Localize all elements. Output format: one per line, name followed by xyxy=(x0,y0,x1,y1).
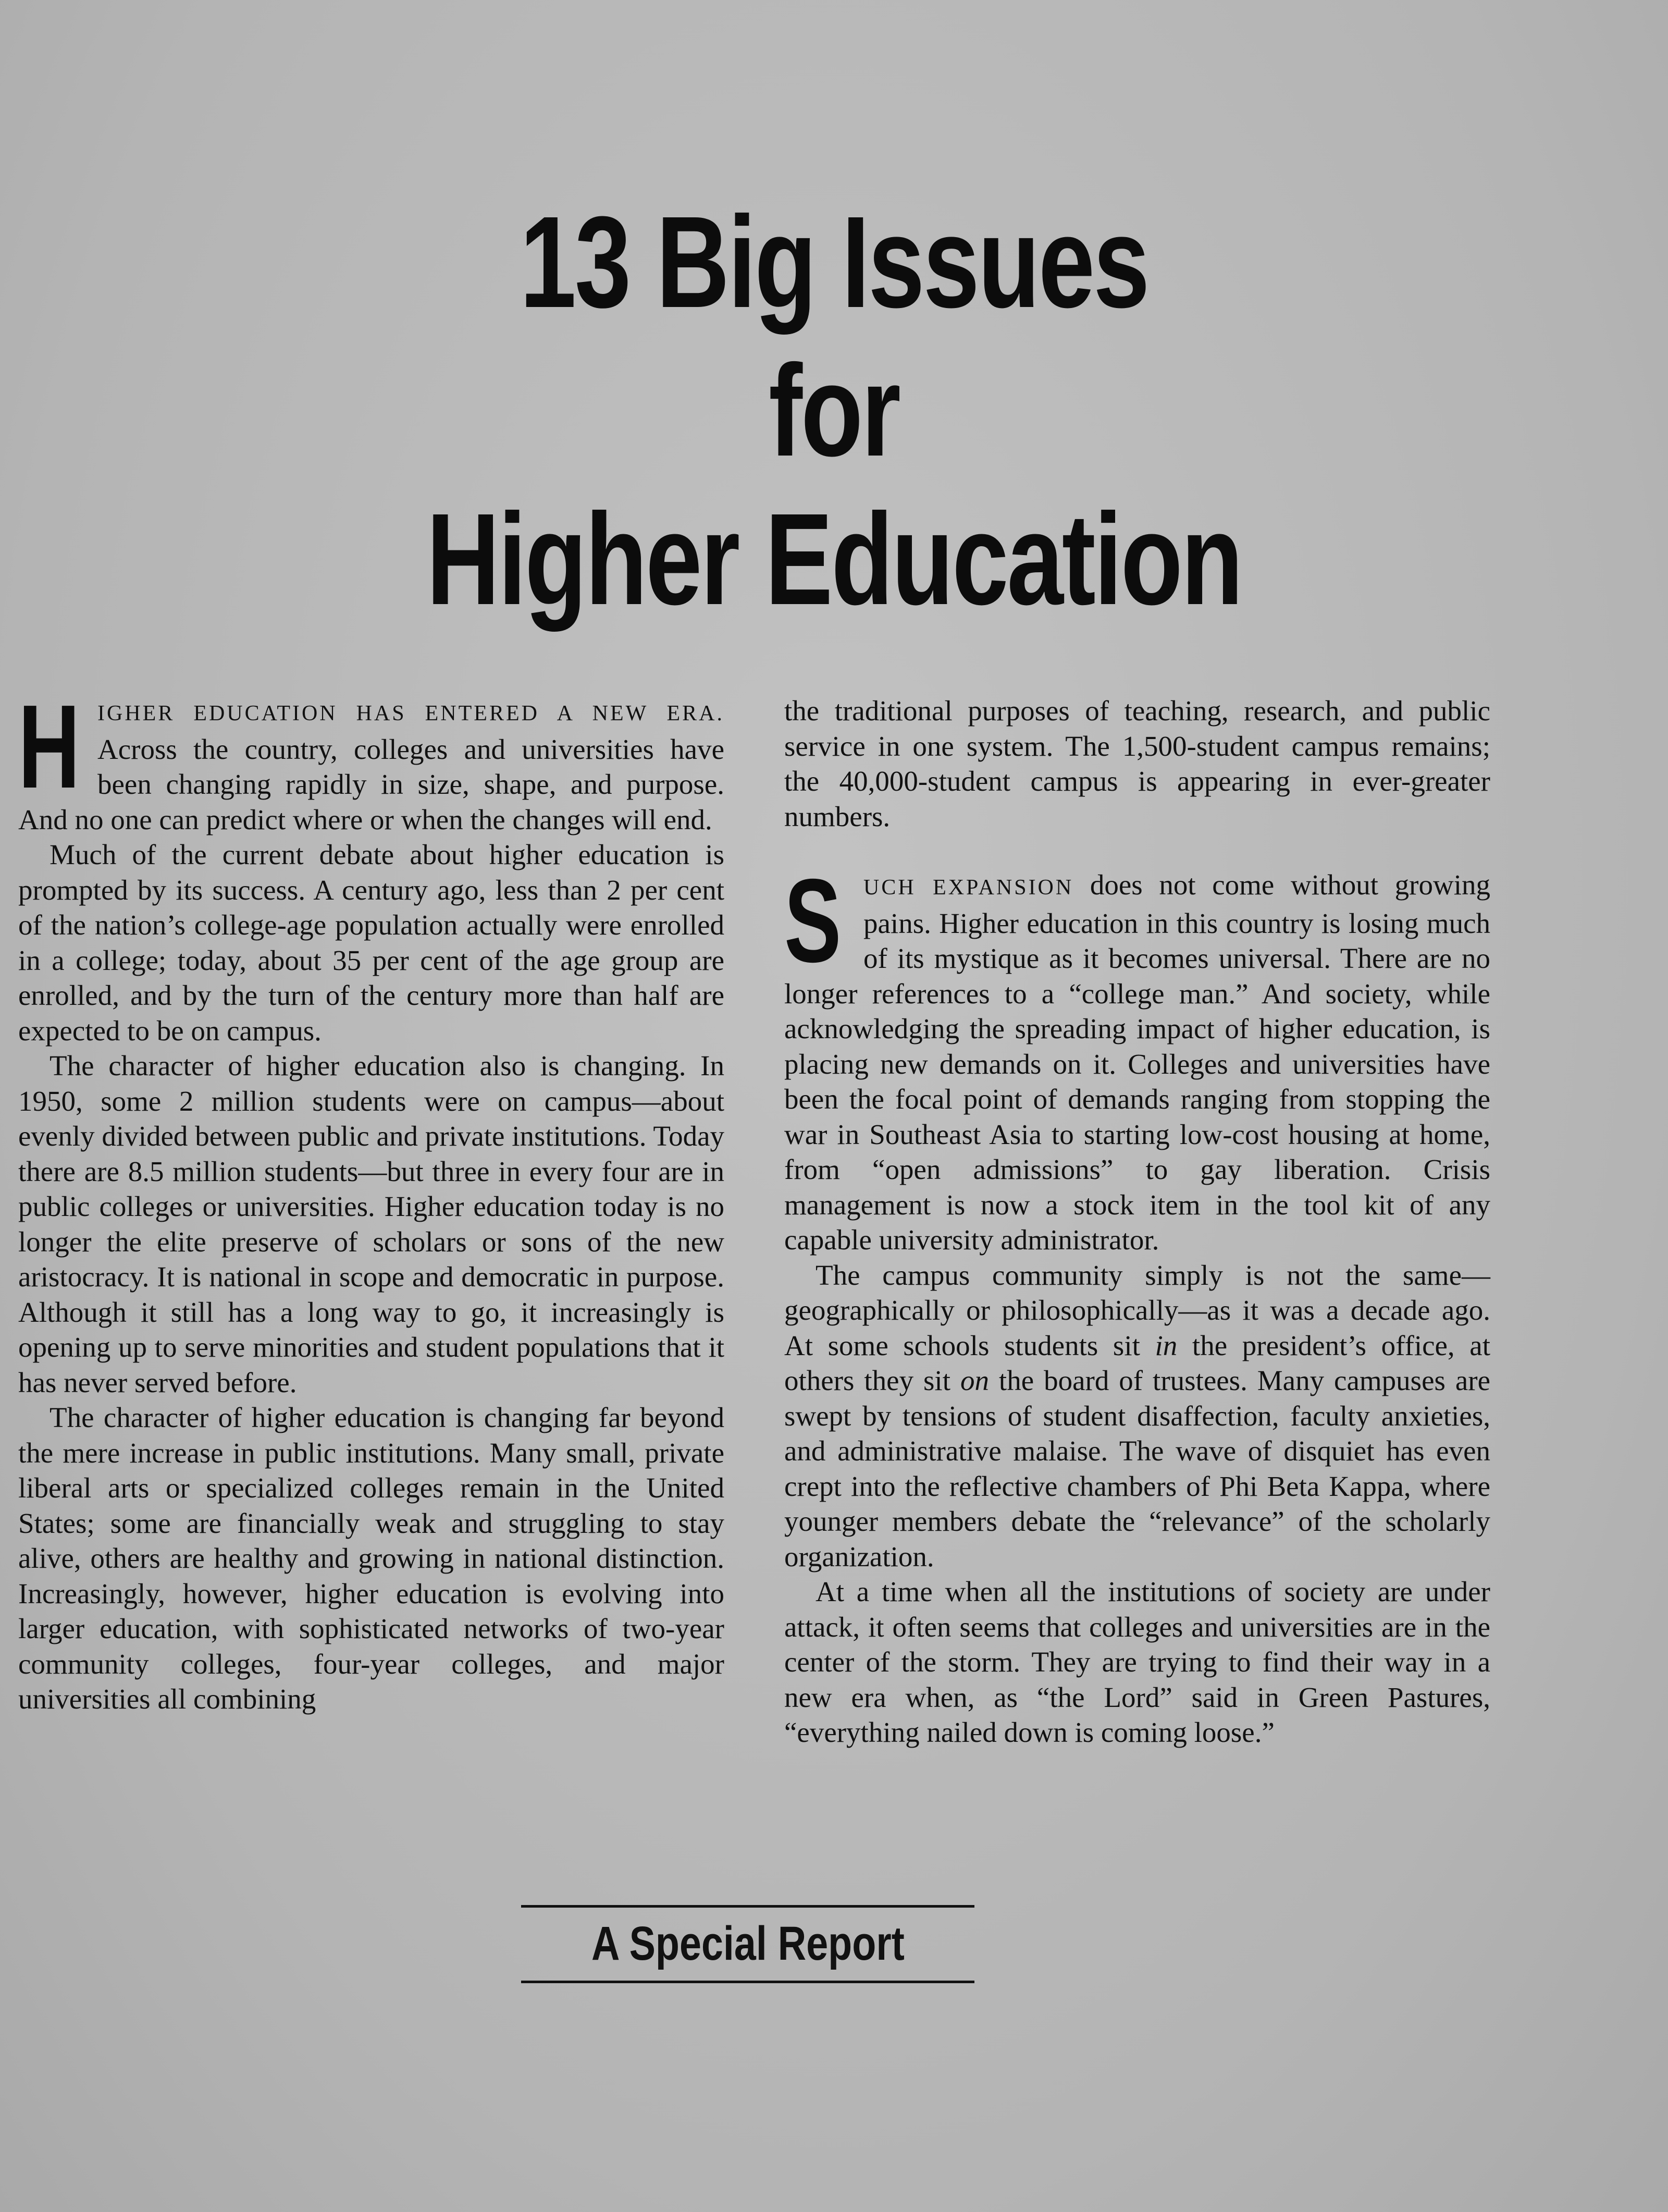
right-paragraph-3 xyxy=(784,1258,1490,1575)
right-paragraph-4: At a time when all the institutions of society are under attack, it often seems that colleges and universities are in the center of the storm. They are trying to find their way in a new era when, as “the Lord” said in Green Pastures, “everything nailed down is coming loose.” xyxy=(784,1576,1490,1748)
lead-in-smallcaps: UCH EXPANSION xyxy=(863,876,1074,900)
left-paragraph-1-text: Across the country, colleges and universities have been changing rapidly in size, shape, and purpose. And no one can predict where or when the changes will end. xyxy=(18,733,724,835)
right-paragraph-2-text: does not come without growing pains. Higher education in this country is losing much of its mystique as it becomes universal. There are no longer references to a “college man.” And society, while acknowledging the spreading impact of higher education, is placing new demands on it. Colleges and universities have been the focal point of demands ranging from stopping the war in Southeast Asia to starting low-cost housing at home, from “open admissions” to gay liberation. Crisis management is now a stock item in the tool kit of any capable university administrator. xyxy=(784,869,1491,1256)
special-report-banner xyxy=(521,1905,974,1983)
right-paragraph-3-part-b: the president’s office, at others they sit xyxy=(784,1329,1490,1396)
title-line-3: Higher Education xyxy=(426,486,1242,632)
right-paragraph-3-part-c: the board of trustees. Many campuses are swept by tensions of student disaffection, faculty anxieties, and administrative malaise. The wave of disquiet has even crept into the reflective chambers of Phi Beta Kappa, where younger members debate the “relevance” of the scholarly organization. xyxy=(784,1365,1490,1572)
special-report-label: A Special Report xyxy=(591,1917,905,1970)
lead-in-smallcaps: IGHER EDUCATION HAS ENTERED A NEW ERA. xyxy=(97,702,724,726)
left-paragraph-4: The character of higher education is changing far beyond the mere increase in public institutions. Many small, private liberal arts or specialized colleges remain in the United States; some are financially weak and struggling to stay alive, others are healthy and growing in national distinction. Increasingly, however, higher education is evolving into larger education, with sophisticated networks of two-year community colleges, four-year colleges, and major universities all combining xyxy=(18,1402,724,1715)
right-column xyxy=(784,693,1490,1750)
left-column xyxy=(18,681,724,1717)
left-paragraph-2: Much of the current debate about higher education is prompted by its success. A century ago, less than 2 per cent of the nation’s college-age population actually were enrolled in a college; today, about 35 per cent of the age group are enrolled, and by the turn of the century more than half are expected to be on campus. xyxy=(18,839,724,1047)
left-paragraph-3: The character of higher education also is changing. In 1950, some 2 million students were on campus—about evenly divided between public and private institutions. Today there are 8.5 million students—but three in every four are in public colleges or universities. Higher education today is no longer the elite preserve of scholars or sons of the new aristocracy. It is national in scope and democratic in purpose. Although it still has a long way to go, it increasingly is opening up to serve minorities and student populations that it has never served before. xyxy=(18,1050,724,1398)
title-line-2: for xyxy=(769,338,899,483)
title-line-1: 13 Big Issues xyxy=(520,189,1148,335)
emphasis-on: on xyxy=(960,1365,989,1396)
drop-cap-s: S xyxy=(784,855,842,987)
right-paragraph-3-part-a: The campus community simply is not the same—geographically or philosophically—as it was a decade ago. At some schools students sit xyxy=(784,1259,1490,1361)
drop-cap-h: H xyxy=(18,681,80,813)
emphasis-in: in xyxy=(1155,1329,1178,1361)
page-title xyxy=(183,188,1485,633)
left-paragraph-1 xyxy=(18,681,724,837)
right-paragraph-1: the traditional purposes of teaching, research, and public service in one system. The 1,500-student campus remains; the 40,000-student campus is appearing in ever-greater numbers. xyxy=(784,695,1490,832)
right-paragraph-2 xyxy=(784,855,1491,1258)
